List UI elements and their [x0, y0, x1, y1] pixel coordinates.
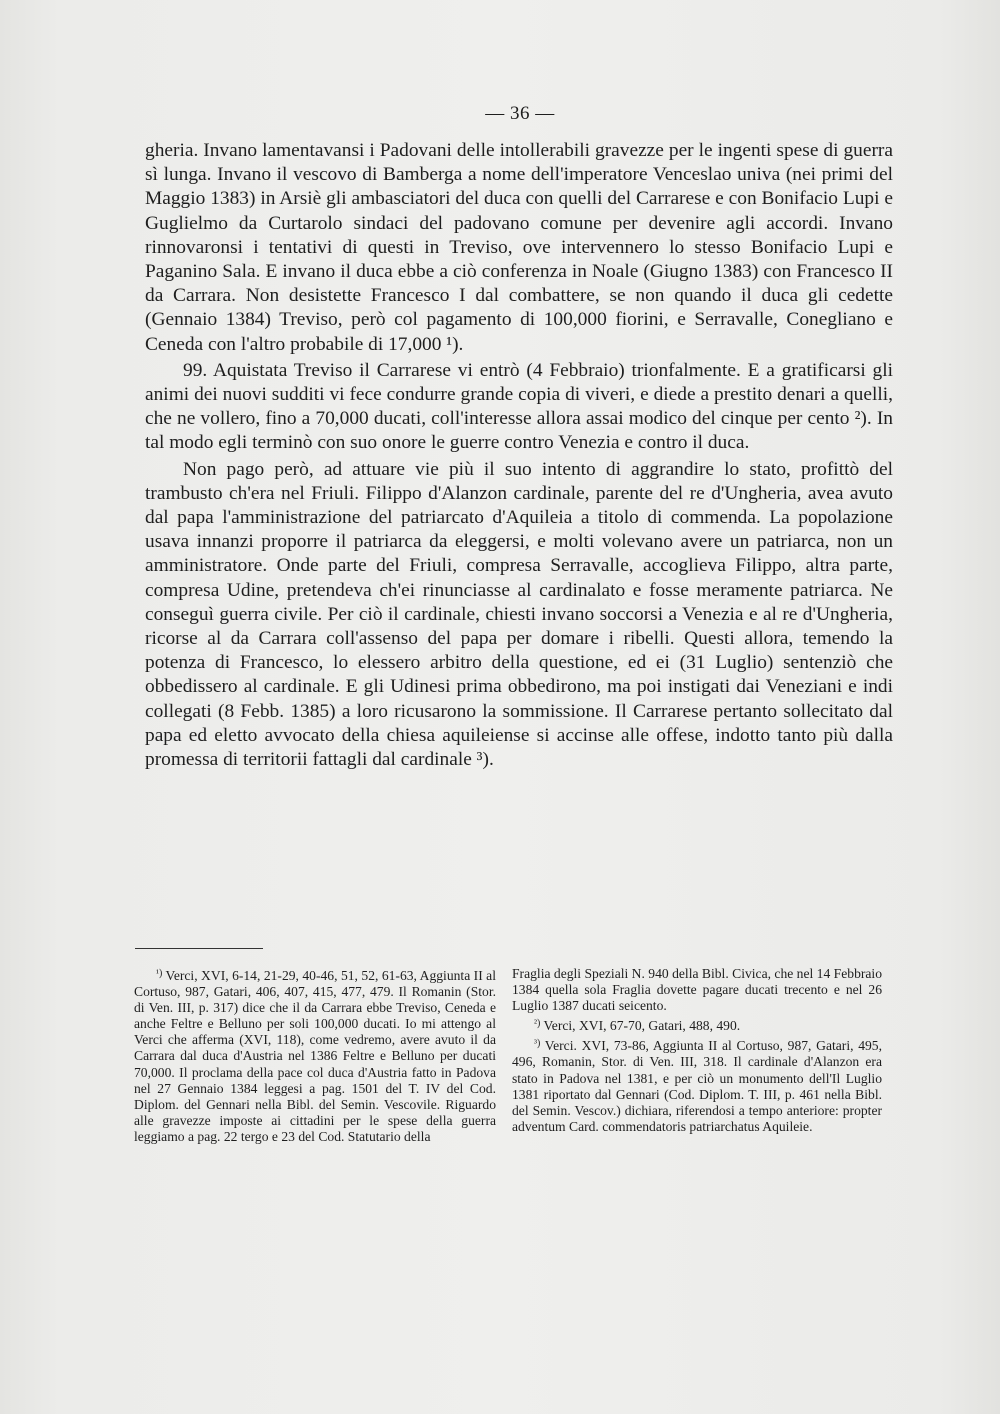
footnote-text: Verci, XVI, 67-70, Gatari, 488, 490.	[543, 1018, 741, 1034]
footnote-marker: ³)	[534, 1038, 541, 1050]
footnote-divider	[135, 948, 263, 949]
footnote-text: Verci. XVI, 73-86, Aggiunta II al Cortuso, 987, Gatari, 495, 496, Romanin, Stor. di Ven. III, 318. Il cardinale d'Alanzon era stato in Padova nel 1381, e per ciò un monumento dell'Il Luglio 1381 riportato dal Gennari (Cod. Diplom. T. III, p. 461 nella Bibl. del Semin. Vescov.) dichiara, riferendosi a tempo anteriore: propter adventum Card. commendatoris patriarchatus Aquileie.	[512, 1038, 882, 1134]
main-text	[145, 139, 893, 772]
footnote-marker: ²)	[534, 1018, 541, 1030]
footnote	[134, 966, 496, 1145]
footnotes-left-column	[134, 966, 496, 1147]
footnote	[512, 1016, 882, 1034]
footnote	[512, 1036, 882, 1135]
footnote-text: Verci, XVI, 6-14, 21-29, 40-46, 51, 52, 61-63, Aggiunta II al Cortuso, 987, Gatari, 406, 407, 415, 477, 479. Il Romanin (Stor. di Ven. III, p. 317) dice che il da Carrara ebbe Treviso, Ceneda e anche Feltre e Belluno per soli 100,000 ducati. Io mi attengo al Verci che afferma (XVI, 118), come vedremo, avere avuto il da Carrara dal duca d'Austria nel 1386 Feltre e Belluno per ducati 70,000. Il proclama della pace col duca d'Austria fatto in Padova nel 27 Gennaio 1384 leggesi a pag. 1501 del T. IV del Cod. Diplom. del Gennari nella Bibl. del Semin. Vescovile. Riguardo alle gravezze imposte ai cittadini per le spese della guerra leggiamo a pag. 22 tergo e 23 del Cod. Statutario della	[134, 968, 496, 1144]
footnote-text: Fraglia degli Speziali N. 940 della Bibl. Civica, che nel 14 Febbraio 1384 quella sola Fraglia dovette pagare ducati trecento e nel 26 Luglio 1387 ducati seicento.	[512, 966, 882, 1014]
paragraph: Non pago però, ad attuare vie più il suo intento di aggrandire lo stato, profittò del trambusto ch'era nel Friuli. Filippo d'Alanzon cardinale, parente del re d'Ungheria, avea avuto dal papa l'amministrazione del patriarcato d'Aquileia a titolo di commenda. La popolazione usava innanzi proporre il patriarca da eleggersi, e molti volevano avere un patriarca, non un amministratore. Onde parte del Friuli, compresa Serravalle, accoglieva Filippo, altra parte, compresa Udine, pretendeva ch'ei rinunciasse al cardinalato e fosse meramente patriarca. Ne conseguì guerra civile. Per ciò il cardinale, chiesti invano soccorsi a Venezia e al re d'Ungheria, ricorse al da Carrara coll'assenso del papa per domare i ribelli. Questi allora, temendo la potenza di Francesco, lo elessero arbitro della questione, ed ei (31 Luglio) sentenziò che obbedissero al cardinale. E gli Udinesi prima obbedirono, ma poi instigati dai Veneziani e indi collegati (8 Febb. 1385) a loro ricusarono la sommissione. Il Carrarese pertanto sollecitato dal papa ed eletto avvocato della chiesa aquileiense si accinse alle offese, indotto tanto più dalla promessa di territorii fattagli dal cardinale ³).	[145, 458, 893, 771]
footnotes-right-column	[512, 966, 882, 1137]
paragraph: 99. Aquistata Treviso il Carrarese vi entrò (4 Febbraio) trionfalmente. E a gratificarsi gli animi dei nuovi sudditi vi fece condurre grande copia di viveri, e diede a prestito denari a quelli, che ne vollero, fino a 70,000 ducati, coll'interesse allora assai modico del cinque per cento ²). In tal modo egli terminò con suo onore le guerre contro Venezia e contro il duca.	[145, 359, 893, 454]
page-number: — 36 —	[485, 103, 555, 124]
footnote-marker: ¹)	[156, 968, 163, 979]
footnote-continuation	[512, 966, 882, 1014]
paragraph: gheria. Invano lamentavansi i Padovani delle intollerabili gravezze per le ingenti spese di guerra sì lunga. Invano il vescovo di Bamberga a nome dell'imperatore Venceslao univa (nei primi del Maggio 1383) in Arsiè gli ambasciatori del duca con quelli del Carrarese e con Bonifacio Lupi e Guglielmo da Curtarolo sindaci del padovano comune per devenire agli accordi. Invano rinnovaronsi i tentativi di questi in Treviso, ove intervennero lo stesso Bonifacio Lupi e Paganino Sala. E invano il duca ebbe a ciò conferenza in Noale (Giugno 1383) con Francesco II da Carrara. Non desistette Francesco I dal combattere, se non quando il duca gli cedette (Gennaio 1384) Treviso, però col pagamento di 100,000 fiorini, e Serravalle, Conegliano e Ceneda con l'altro probabile di 17,000 ¹).	[145, 140, 893, 355]
